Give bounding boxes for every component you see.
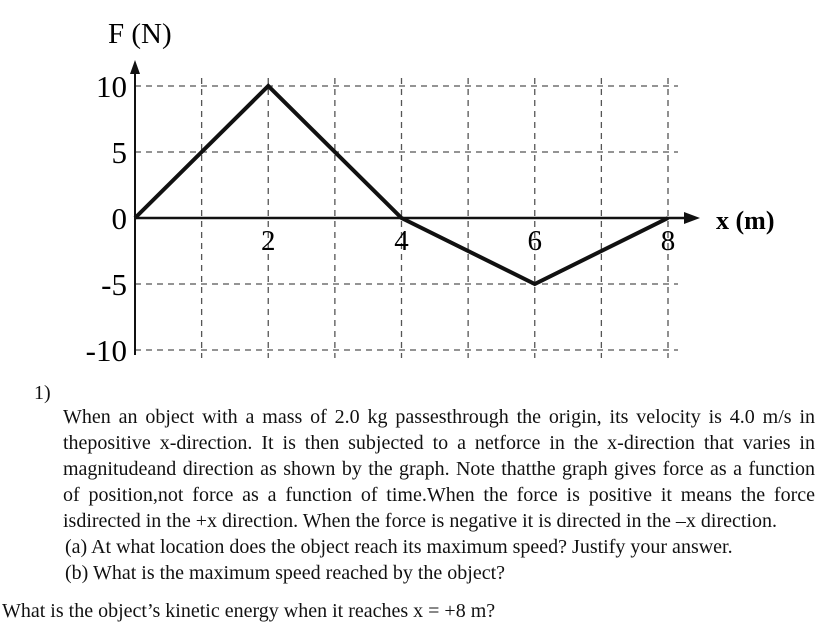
problem-text: [63, 404, 815, 586]
y-tick-label: -10: [85, 333, 127, 368]
problem-number: 1): [34, 382, 51, 404]
x-tick-label: 2: [261, 225, 276, 257]
problem-statement: When an object with a mass of 2.0 kg passesthrough the origin, its velocity is 4.0 m/s in thepositive x-direction. It is then subjected to a netforce in the x-direction that varies in magnitudeand direction as shown by the graph. Note thatthe graph gives force as a function of position,not force as a function of time.When the force is positive it means the force isdirected in the +x direction. When the force is negative it is directed in the –x direction.: [63, 406, 815, 532]
question-part-a: (a) At what location does the object reach its maximum speed? Justify your answer.: [65, 536, 733, 558]
x-tick-label: 6: [527, 225, 542, 257]
x-axis-arrow: [684, 212, 700, 224]
x-tick-label: 4: [394, 225, 409, 257]
y-tick-label: -5: [101, 267, 127, 302]
y-tick-label: 0: [111, 201, 127, 236]
y-tick-label: 10: [96, 69, 127, 104]
y-axis-label: F (N): [108, 18, 172, 50]
followup-question: What is the object’s kinetic energy when it reaches x = +8 m?: [2, 600, 496, 622]
question-part-b: (b) What is the maximum speed reached by the object?: [65, 562, 506, 584]
y-tick-label: 5: [111, 135, 127, 170]
x-axis-label: x (m): [716, 206, 775, 235]
axes: [130, 60, 700, 355]
y-axis-arrow: [130, 60, 140, 74]
x-tick-label: 8: [660, 225, 676, 257]
